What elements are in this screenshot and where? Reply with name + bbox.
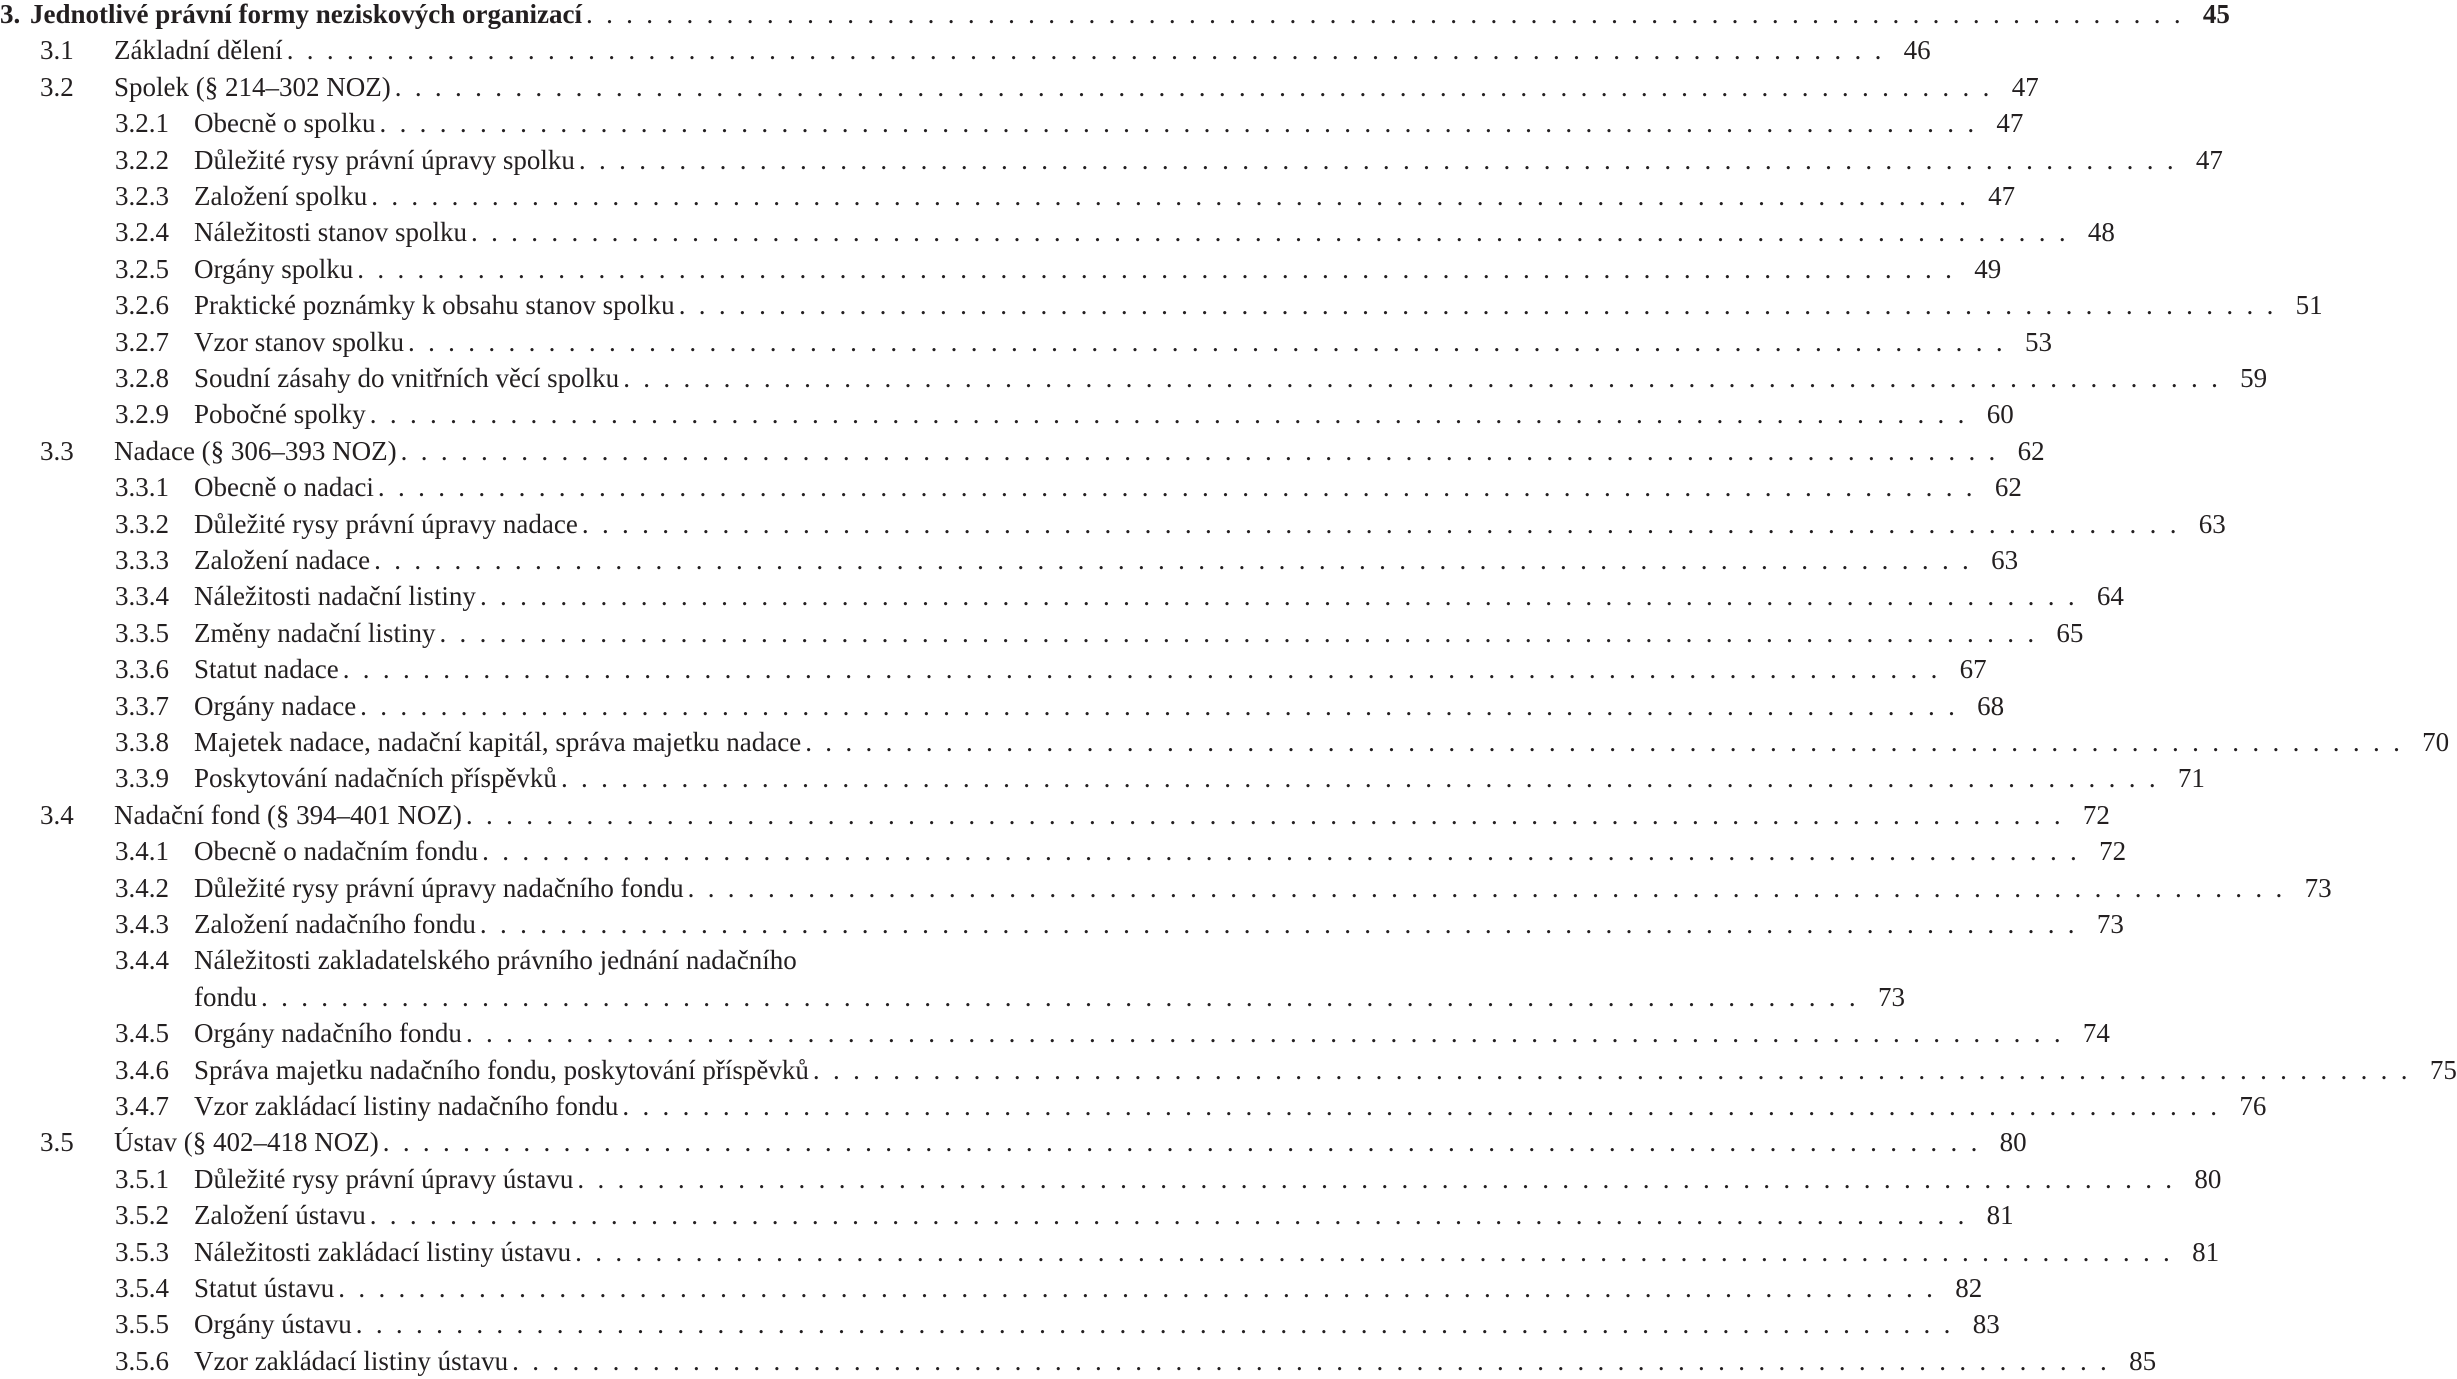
toc-entry-line (194, 615, 2084, 651)
toc-entry-number: 3.4.3 (115, 909, 169, 939)
toc-entry-number: 3.5 (40, 1127, 74, 1158)
dot-leader: . . . . . . . . . . . . . . . . . . . . . . . . . . . . . . . . . . . . . . . . . . . . . . . . . . . . . . . . . . . . . . . . . . . . . . . . . . . . . . . . (805, 727, 2404, 757)
toc-entry-line (194, 1161, 2222, 1197)
dot-leader: . . . . . . . . . . . . . . . . . . . . . . . . . . . . . . . . . . . . . . . . . . . . . . . . . . . . . . . . . . . . . . . . . . . . . . . . . . . . . . . . (371, 181, 1970, 211)
toc-entry-line (194, 396, 2014, 432)
toc-entry-number: 3.3.3 (115, 545, 169, 575)
toc-entry-title: Založení nadačního fondu (194, 909, 476, 939)
toc-entry-number: 3.5.6 (115, 1345, 169, 1376)
dot-leader: . . . . . . . . . . . . . . . . . . . . . . . . . . . . . . . . . . . . . . . . . . . . . . . . . . . . . . . . . . . . . . . . . . . . . . . . . . . . . . . . (355, 1309, 1954, 1340)
toc-entry-page-number: 80 (2194, 1163, 2222, 1194)
toc-entry-page-number: 73 (1877, 981, 1905, 1012)
toc-entry-page-number: 60 (1986, 399, 2014, 430)
dot-leader: . . . . . . . . . . . . . . . . . . . . . . . . . . . . . . . . . . . . . . . . . . . . . . . . . . . . . . . . . . . . . . . . . . . . . . . . . . . . . . . . (465, 799, 2064, 830)
toc-entry-number: 3.2.9 (115, 399, 169, 430)
toc-entry-page-number: 76 (2239, 1091, 2267, 1121)
toc-entry-title: Důležité rysy právní úpravy ústavu (194, 1163, 574, 1194)
dot-leader: . . . . . . . . . . . . . . . . . . . . . . . . . . . . . . . . . . . . . . . . . . . . . . . . . . . . . . . . . . . . . . . . . . . . . . . . . . . . . . . . (407, 326, 2006, 357)
toc-entry[interactable] (0, 578, 2124, 614)
toc-entry-line (194, 906, 2124, 942)
toc-entry-title: Důležité rysy právní úpravy nadace (194, 508, 578, 539)
toc-entry-title: Založení nadace (194, 545, 371, 575)
toc-entry-page-number: 75 (2429, 1054, 2457, 1085)
toc-entry-number: 3.4.5 (115, 1018, 169, 1049)
toc-entry[interactable] (0, 105, 2024, 141)
toc-entry-title: Soudní zásahy do vnitřních věcí spolku (194, 363, 620, 393)
toc-entry[interactable] (0, 32, 1931, 68)
toc-entry[interactable] (0, 1015, 2110, 1051)
toc-entry[interactable] (0, 324, 2052, 360)
toc-entry-page-number: 65 (2056, 617, 2084, 648)
toc-entry-line (194, 979, 1905, 1015)
dot-leader: . . . . . . . . . . . . . . . . . . . . . . . . . . . . . . . . . . . . . . . . . . . . . . . . . . . . . . . . . . . . . . . . . . . . . . . . . . . . . . . . (470, 217, 2069, 248)
toc-entry-page-number: 63 (1991, 545, 2019, 575)
toc-entry-page-number: 67 (1959, 654, 1987, 685)
toc-entry-line (114, 32, 1931, 68)
dot-leader: . . . . . . . . . . . . . . . . . . . . . . . . . . . . . . . . . . . . . . . . . . . . . . . . . . . . . . . . . . . . . . . . . . . . . . . . . . . . . . . . (261, 981, 1859, 1012)
toc-entry-page-number: 80 (1999, 1127, 2027, 1158)
dot-leader: . . . . . . . . . . . . . . . . . . . . . . . . . . . . . . . . . . . . . . . . . . . . . . . . . . . . . . . . . . . . . . . . . . . . . . . . . . . . . . . . (377, 472, 1976, 503)
toc-entry-line (194, 1088, 2267, 1124)
dot-leader: . . . . . . . . . . . . . . . . . . . . . . . . . . . . . . . . . . . . . . . . . . . . . . . . . . . . . . . . . . . . . . . . . . . . . . . . . . . . . . . . (394, 71, 1993, 102)
toc-entry-line (194, 251, 2002, 287)
toc-entry[interactable] (0, 1124, 2027, 1160)
toc-entry-title: Statut ústavu (194, 1273, 335, 1303)
dot-leader: . . . . . . . . . . . . . . . . . . . . . . . . . . . . . . . . . . . . . . . . . . . . . . . . . . . . . . . . . . . . . . . . . . . . . . . . . . . . . . . . (585, 0, 2184, 29)
toc-entry[interactable] (0, 506, 2226, 542)
dot-leader: . . . . . . . . . . . . . . . . . . . . . . . . . . . . . . . . . . . . . . . . . . . . . . . . . . . . . . . . . . . . . . . . . . . . . . . . . . . . . . . . (342, 654, 1941, 685)
toc-entry-title: Náležitosti stanov spolku (194, 217, 467, 248)
toc-entry-page-number: 68 (1977, 690, 2005, 721)
dot-leader: . . . . . . . . . . . . . . . . . . . . . . . . . . . . . . . . . . . . . . . . . . . . . . . . . . . . . . . . . . . . . . . . . . . . . . . . . . . . . . . . (439, 617, 2038, 648)
toc-entry[interactable] (0, 797, 2110, 833)
toc-entry-line (194, 142, 2223, 178)
dot-leader: . . . . . . . . . . . . . . . . . . . . . . . . . . . . . . . . . . . . . . . . . . . . . . . . . . . . . . . . . . . . . . . . . . . . . . . . . . . . . . . . (512, 1345, 2111, 1376)
dot-leader: . . . . . . . . . . . . . . . . . . . . . . . . . . . . . . . . . . . . . . . . . . . . . . . . . . . . . . . . . . . . . . . . . . . . . . . . . . . . . . . . (623, 363, 2222, 393)
toc-entry-line (194, 833, 2127, 869)
toc-entry-number: 3.2.4 (115, 217, 169, 248)
dot-leader: . . . . . . . . . . . . . . . . . . . . . . . . . . . . . . . . . . . . . . . . . . . . . . . . . . . . . . . . . . . . . . . . . . . . . . . . . . . . . . . . (575, 1236, 2174, 1267)
toc-entry-title: Orgány spolku (194, 253, 354, 284)
toc-entry-page-number: 74 (2082, 1018, 2110, 1049)
toc-entry-title: Poskytování nadačních příspěvků (194, 763, 557, 794)
toc-entry[interactable] (0, 979, 1905, 1015)
toc-entry[interactable] (0, 433, 2045, 469)
toc-entry-line (194, 724, 2450, 760)
toc-entry-page-number: 73 (2096, 909, 2124, 939)
toc-entry-number: 3.3.8 (115, 727, 169, 757)
dot-leader: . . . . . . . . . . . . . . . . . . . . . . . . . . . . . . . . . . . . . . . . . . . . . . . . . . . . . . . . . . . . . . . . . . . . . . . . . . . . . . . . (379, 108, 1978, 139)
toc-entry-line (114, 797, 2110, 833)
toc-entry-title: Vzor zakládací listiny ústavu (194, 1345, 509, 1376)
toc-entry-page-number: 63 (2198, 508, 2226, 539)
toc-entry-number: 3.4.6 (115, 1054, 169, 1085)
toc-entry-line (194, 214, 2115, 250)
toc-entry-title: Vzor zakládací listiny nadačního fondu (194, 1091, 619, 1121)
toc-entry-line (194, 578, 2124, 614)
toc-entry-page-number: 51 (2295, 290, 2323, 321)
toc-entry-number: 3.3.9 (115, 763, 169, 794)
toc-entry-line (194, 942, 920, 978)
toc-entry-page-number: 53 (2024, 326, 2052, 357)
toc-entry-line (194, 1343, 2157, 1379)
toc-entry[interactable] (0, 615, 2084, 651)
toc-entry-number: 3.3.6 (115, 654, 169, 685)
dot-leader: . . . . . . . . . . . . . . . . . . . . . . . . . . . . . . . . . . . . . . . . . . . . . . . . . . . . . . . . . . . . . . . . . . . . . . . . . . . . . . . . (812, 1054, 2411, 1085)
toc-entry-number: 3.2 (40, 71, 74, 102)
dot-leader: . . . . . . . . . . . . . . . . . . . . . . . . . . . . . . . . . . . . . . . . . . . . . . . . . . . . . . . . . . . . . . . . . . . . . . . . . . . . . . . . (578, 144, 2177, 175)
toc-entry-page-number: 64 (2096, 581, 2124, 612)
toc-entry-title: fondu (194, 981, 257, 1012)
toc-entry-number: 3.4.1 (115, 836, 169, 867)
toc-entry-title: Obecně o spolku (194, 108, 376, 139)
toc-entry-line (194, 469, 2022, 505)
toc-entry-page-number: 48 (2087, 217, 2115, 248)
toc-entry-title: Statut nadace (194, 654, 339, 685)
toc-entry-line (194, 1306, 2000, 1342)
toc-entry-page-number: 59 (2240, 363, 2268, 393)
toc-entry[interactable] (0, 142, 2223, 178)
toc-entry-title: Vzor stanov spolku (194, 326, 404, 357)
dot-leader: . . . . . . . . . . . . . . . . . . . . . . . . . . . . . . . . . . . . . . . . . . . . . . . . . . . . . . . . . . . . . . . . . . . . . . . . . . . . . . . . (581, 508, 2180, 539)
toc-entry-number: 3.3.5 (115, 617, 169, 648)
dot-leader: . . . . . . . . . . . . . . . . . . . . . . . . . . . . . . . . . . . . . . . . . . . . . . . . . . . . . . . . . . . . . . . . . . . . . . . . . . . . . . . . (338, 1273, 1937, 1303)
toc-entry-number: 3.3.2 (115, 508, 169, 539)
toc-entry[interactable] (0, 1088, 2267, 1124)
toc-entry-line (194, 1197, 2014, 1233)
toc-entry-line (194, 506, 2226, 542)
toc-entry-page-number: 72 (2082, 799, 2110, 830)
dot-leader: . . . . . . . . . . . . . . . . . . . . . . . . . . . . . . . . . . . . . . . . . . . . . . . . . . . . . . . . . . . . . . . . . . . . . . . . . . . . . . . . (369, 1200, 1968, 1231)
toc-entry-line (114, 433, 2045, 469)
toc-entry-page-number: 81 (2192, 1236, 2220, 1267)
toc-entry-number: 3.3.7 (115, 690, 169, 721)
toc-entry-title: Pobočné spolky (194, 399, 366, 430)
toc-entry-title: Ústav (§ 402–418 NOZ) (114, 1127, 379, 1158)
toc-entry-title: Náležitosti zakládací listiny ústavu (194, 1236, 572, 1267)
toc-entry-number: 3.2.1 (115, 108, 169, 139)
toc-entry-title: Založení spolku (194, 181, 368, 211)
toc-entry[interactable] (0, 688, 2005, 724)
toc-entry-title: Nadační fond (§ 394–401 NOZ) (114, 799, 462, 830)
toc-entry-line (194, 105, 2024, 141)
toc-entry-number: 3.5.5 (115, 1309, 169, 1340)
toc-entry[interactable] (0, 469, 2022, 505)
toc-entry[interactable] (0, 178, 2016, 214)
toc-entry-number: 3.2.7 (115, 326, 169, 357)
toc-entry-title: Nadace (§ 306–393 NOZ) (114, 435, 397, 466)
toc-entry-number: 3.5.4 (115, 1273, 169, 1303)
toc-entry[interactable] (0, 0, 2230, 32)
toc-entry-line (194, 287, 2323, 323)
toc-entry[interactable] (0, 833, 2127, 869)
dot-leader: . . . . . . . . . . . . . . . . . . . . . . . . . . . . . . . . . . . . . . . . . . . . . . . . . . . . . . . . . . . . . . . . . . . . . . . . . . . . . . . . (560, 763, 2159, 794)
toc-entry-page-number: 47 (1988, 181, 2016, 211)
toc-entry-title: Důležité rysy právní úpravy nadačního fondu (194, 872, 684, 903)
toc-entry-page-number: 47 (2195, 144, 2223, 175)
toc-entry[interactable] (0, 360, 2268, 396)
toc-entry-title: Důležité rysy právní úpravy spolku (194, 144, 575, 175)
toc-entry-title: Orgány nadačního fondu (194, 1018, 462, 1049)
toc-entry-title: Základní dělení (114, 35, 283, 66)
toc-entry[interactable] (0, 396, 2014, 432)
toc-entry-title: Změny nadační listiny (194, 617, 436, 648)
toc-entry-page-number: 85 (2129, 1345, 2157, 1376)
toc-entry-line (194, 688, 2005, 724)
toc-entry[interactable] (0, 870, 2332, 906)
toc-entry-title: Orgány ústavu (194, 1309, 352, 1340)
toc-entry-page-number: 72 (2099, 836, 2127, 867)
dot-leader: . . . . . . . . . . . . . . . . . . . . . . . . . . . . . . . . . . . . . . . . . . . . . . . . . . . . . . . . . . . . . . . . . . . . . . . . . . . . . . . . (374, 545, 1973, 575)
toc-entry-title: Založení ústavu (194, 1200, 366, 1231)
dot-leader: . . . . . . . . . . . . . . . . . . . . . . . . . . . . . . . . . . . . . . . . . . . . . . . . . . . . . . . . . . . . . . . . . . . . . . . . . . . . . . . . (622, 1091, 2221, 1121)
toc-entry-page-number: 62 (2017, 435, 2045, 466)
toc-entry-page-number: 47 (2011, 71, 2039, 102)
dot-leader: . . . . . . . . . . . . . . . . . . . . . . . . . . . . . . . . . . . . . . . . . . . . . . . . . . . . . . . . . . . . . . . . . . . . . . . . . . . . . . . . (678, 290, 2277, 321)
toc-entry-line (194, 178, 2016, 214)
toc-entry-page-number: 46 (1903, 35, 1931, 66)
toc-entry-number: 3.2.2 (115, 144, 169, 175)
toc-entry[interactable] (0, 542, 2019, 578)
toc-entry[interactable] (0, 214, 2115, 250)
toc-entry-title: Majetek nadace, nadační kapitál, správa majetku nadace (194, 727, 802, 757)
dot-leader: . . . . . . . . . . . . . . . . . . . . . . . . . . . . . . . . . . . . . . . . . . . . . . . . . . . . . . . . . . . . . . . . . . . . . . . . . . . . . . . . (482, 836, 2081, 867)
toc-entry[interactable] (0, 1270, 1983, 1306)
toc-entry-line (194, 1270, 1983, 1306)
toc-entry-title: Praktické poznámky k obsahu stanov spolku (194, 290, 675, 321)
toc-entry-number: 3.2.5 (115, 253, 169, 284)
toc-entry-line (194, 760, 2205, 796)
toc-entry-number: 3.2.6 (115, 290, 169, 321)
toc-entry-number: 3.4 (40, 799, 74, 830)
toc-entry-number: 3.4.7 (115, 1091, 169, 1121)
toc-entry-page-number: 71 (2177, 763, 2205, 794)
toc-entry[interactable] (0, 1161, 2222, 1197)
toc-entry[interactable] (0, 724, 2450, 760)
toc-entry-number: 3. (0, 0, 21, 29)
dot-leader: . . . . . . . . . . . . . . . . . . . . . . . . . . . . . . . . . . . . . . . . . . . . . . . . . . . . . . . . . . . . . . . . . . . . . . . . . . . . . . . . (400, 435, 1999, 466)
toc-entry-title: Obecně o nadačním fondu (194, 836, 479, 867)
toc-entry-number: 3.5.1 (115, 1163, 169, 1194)
toc-entry-title: Obecně o nadaci (194, 472, 374, 503)
toc-entry[interactable] (0, 1197, 2014, 1233)
toc-entry-line (194, 1015, 2110, 1051)
toc-entry-number: 3.5.3 (115, 1236, 169, 1267)
dot-leader: . . . . . . . . . . . . . . . . . . . . . . . . . . . . . . . . . . . . . . . . . . . . . . . . . . . . . . . . . . . . . . . . . . . . . . . . . . . . . . . . (465, 1018, 2064, 1049)
toc-entry-line (194, 651, 1987, 687)
toc-entry[interactable] (0, 1052, 2457, 1088)
dot-leader: . . . . . . . . . . . . . . . . . . . . . . . . . . . . . . . . . . . . . . . . . . . . . . . . . . . . . . . . . . . . . . . . . . . . . . . . . . . . . . . . (687, 872, 2286, 903)
toc-entry[interactable] (0, 251, 2002, 287)
toc-entry-page-number: 81 (1986, 1200, 2014, 1231)
toc-entry[interactable] (0, 69, 2039, 105)
toc-entry-number: 3.1 (40, 35, 74, 66)
dot-leader: . . . . . . . . . . . . . . . . . . . . . . . . . . . . . . . . . . . . . . . . . . . . . . . . . . . . . . . . . . . . . . . . . . . . . . . . . . . . . . . . (360, 690, 1959, 721)
toc-entry-line (114, 1124, 2027, 1160)
toc-entry-number: 3.2.3 (115, 181, 169, 211)
toc-entry-title: Jednotlivé právní formy neziskových organizací (30, 0, 582, 29)
toc-entry-line (194, 1234, 2220, 1270)
toc-entry-number: 3.5.2 (115, 1200, 169, 1231)
toc-entry-page-number: 49 (1974, 253, 2002, 284)
dot-leader: . . . . . . . . . . . . . . . . . . . . . . . . . . . . . . . . . . . . . . . . . . . . . . . . . . . . . . . . . . . . . . . . . . . . . . . . . . . . . . . . (357, 253, 1956, 284)
toc-entry-title: Náležitosti zakladatelského právního jednání nadačního (194, 945, 797, 976)
toc-entry-page-number: 47 (1996, 108, 2024, 139)
toc-entry-page-number: 45 (2202, 0, 2230, 29)
toc-entry-title: Náležitosti nadační listiny (194, 581, 476, 612)
toc-entry-line (194, 870, 2332, 906)
dot-leader: . . . . . . . . . . . . . . . . . . . . . . . . . . . . . . . . . . . . . . . . . . . . . . . . . . . . . . . . . . . . . . . . . . . . . . . . . . . . . . . . (286, 35, 1885, 66)
toc-entry-page-number: 62 (1994, 472, 2022, 503)
toc-entry-page-number: 83 (1972, 1309, 2000, 1340)
toc-entry-number: 3.4.4 (115, 945, 169, 976)
toc-entry[interactable] (0, 651, 1987, 687)
toc-entry-title: Orgány nadace (194, 690, 357, 721)
toc-entry-number: 3.2.8 (115, 363, 169, 393)
toc-entry-page-number: 70 (2422, 727, 2450, 757)
dot-leader: . . . . . . . . . . . . . . . . . . . . . . . . . . . . . . . . . . . . . . . . . . . . . . . . . . . . . . . . . . . . . . . . . . . . . . . . . . . . . . . . (479, 909, 2078, 939)
toc-entry-line (194, 324, 2052, 360)
dot-leader: . . . . . . . . . . . . . . . . . . . . . . . . . . . . . . . . . . . . . . . . . . . . . . . . . . . . . . . . . . . . . . . . . . . . . . . . . . . . . . . . (382, 1127, 1981, 1158)
dot-leader: . . . . . . . . . . . . . . . . . . . . . . . . . . . . . . . . . . . . . . . . . . . . . . . . . . . . . . . . . . . . . . . . . . . . . . . . . . . . . . . . (479, 581, 2078, 612)
toc-entry-line (194, 360, 2268, 396)
toc-entry-number: 3.3.4 (115, 581, 169, 612)
toc-entry-line (194, 542, 2019, 578)
toc-entry-line (194, 1052, 2457, 1088)
toc-entry[interactable] (0, 760, 2205, 796)
toc-entry[interactable] (0, 906, 2124, 942)
toc-entry-line (30, 0, 2230, 32)
dot-leader: . . . . . . . . . . . . . . . . . . . . . . . . . . . . . . . . . . . . . . . . . . . . . . . . . . . . . . . . . . . . . . . . . . . . . . . . . . . . . . . . (577, 1163, 2176, 1194)
toc-entry-number: 3.3.1 (115, 472, 169, 503)
toc-entry[interactable] (0, 942, 960, 978)
dot-leader: . . . . . . . . . . . . . . . . . . . . . . . . . . . . . . . . . . . . . . . . . . . . . . . . . . . . . . . . . . . . . . . . . . . . . . . . . . . . . . . . (369, 399, 1968, 430)
toc-entry-number: 3.3 (40, 435, 74, 466)
toc-entry[interactable] (0, 1343, 2157, 1379)
toc-entry-line (114, 69, 2039, 105)
toc-entry-title: Spolek (§ 214–302 NOZ) (114, 71, 391, 102)
toc-entry[interactable] (0, 1234, 2220, 1270)
toc-entry[interactable] (0, 287, 2323, 323)
toc-entry-page-number: 73 (2304, 872, 2332, 903)
toc-entry-number: 3.4.2 (115, 872, 169, 903)
toc-entry-title: Správa majetku nadačního fondu, poskytování příspěvků (194, 1054, 809, 1085)
toc-entry-page-number: 82 (1955, 1273, 1983, 1303)
toc-entry[interactable] (0, 1306, 2000, 1342)
